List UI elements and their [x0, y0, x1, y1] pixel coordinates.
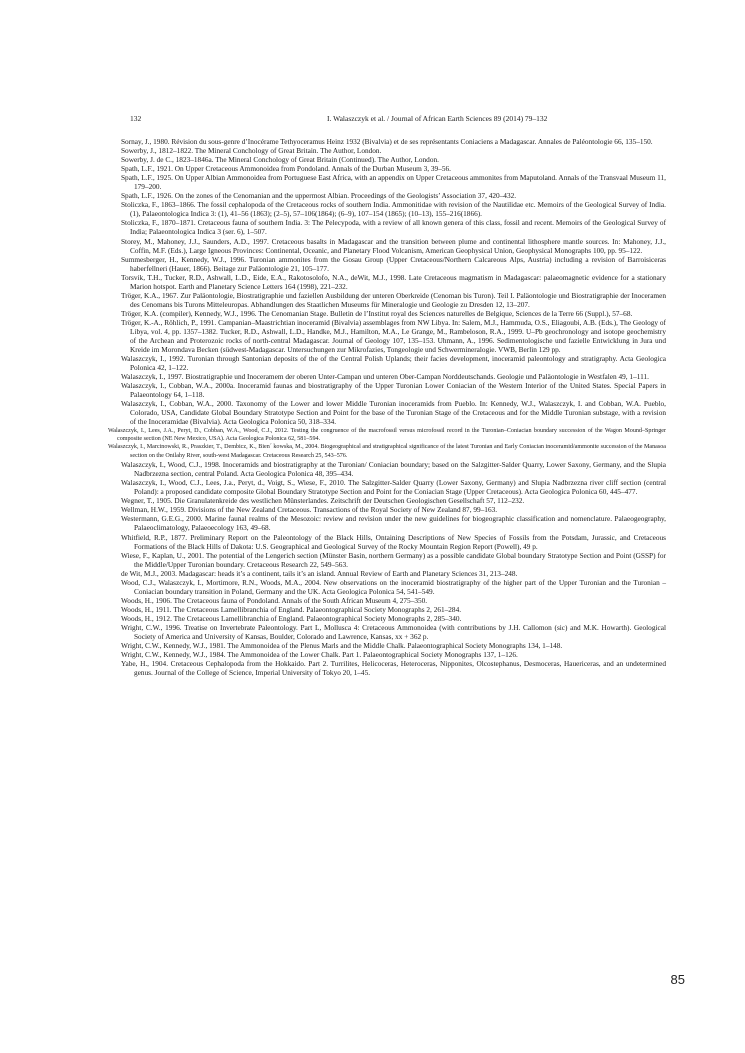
- reference-entry: Woods, H., 1911. The Cretaceous Lamellibranchia of England. Palaeontographical Society Monographs 2, 261–284.: [121, 604, 462, 614]
- reference-entry: Woods, H., 1912. The Cretaceous Lamellibranchia of England. Palaeontographical Society Monographs 2, 285–340.: [121, 613, 462, 623]
- reference-entry: Wright, C.W., 1996. Treatise on Invertebrate Paleontology. Part L, Mollusca 4: Cretaceous Ammonoidea (with contributions by J.H. Callomon (sic) and M.K. Howarth). Geological Society of America and University of Kansas, Boulder, Colorado and Lawrence, Kansas, xx + 362 p.: [121, 622, 666, 642]
- reference-entry: Walaszczyk, I., 1992. Turonian through Santonian deposits of the of the Central Polish Uplands; their facies development, inoceramid paleontology and stratigraphy. Acta Geologica Polonica 42, 1–122.: [121, 354, 666, 373]
- reference-entry: Tröger, K.A., 1967. Zur Paläontologie, Biostratigraphie und faziellen Ausbildung der unteren Oberkreide (Cenoman bis Turon). Teil I. Paläontologie und Biostratigraphie der Inoceramen des Cenomans bis Turons Mitteleuropas. Abhandlungen des Staatlichen Museums für Mineralogie und Geologie zu Dresden 12, 13–207.: [121, 290, 666, 309]
- reference-entry: Walaszczyk, I., Wood, C.J., Lees, J.a., Peryt, d., Voigt, S., Wiese, F., 2010. The Salzgitter-Salder Quarry (Lower Saxony, Germany) and Slupia Nadbrzezna river cliff section (central Poland): a proposed candidate composite Global Boundary Stratotype Section and Point for the Coniacian Stage (Upper Cretaceous). Acta Geologica Polonica 60, 445–477.: [121, 478, 666, 497]
- running-title: I. Walaszczyk et al. / Journal of African Earth Sciences 89 (2014) 79–132: [327, 114, 548, 123]
- page-number: 85: [670, 972, 685, 987]
- reference-entry: Westermann, G.E.G., 2000. Marine faunal realms of the Mesozoic: review and revision under the new guidelines for biogeographic classification and nomenclature. Palaeogeography, Palaeoclimatology, Palaeoecology 163, 49–68.: [121, 514, 666, 533]
- reference-entry: Wellman, H.W., 1959. Divisions of the New Zealand Cretaceous. Transactions of the Royal Society of New Zealand 87, 99–163.: [121, 505, 498, 515]
- reference-entry: Stoliczka, F., 1870–1871. Cretaceous fauna of southern India. 3: The Pelecypoda, with a review of all known genera of this class, fossil and recent. Memoirs of the Geological Survey of India; Palaeontologica Indica 3 (ser. 6), 1–507.: [121, 218, 666, 237]
- page-header: [130, 114, 610, 126]
- reference-entry: Wiese, F., Kaplan, U., 2001. The potential of the Lengerich section (Münster Basin, northern Germany) as a possible candidate Global boundary Stratotype Section and Point (GSSP) for the Middle/Upper Turonian boundary. Cretaceous Research 22, 549–563.: [121, 550, 666, 569]
- reference-entry: Spath, L.F., 1921. On Upper Cretaceous Ammonoidea from Pondoland. Annals of the Durban Museum 3, 39–56.: [121, 164, 451, 174]
- reference-entry: Walaszczyk, I., Cobban, W.A., 2000. Taxonomy of the Lower and lower Middle Turonian inoceramids from Pueblo. In: Kennedy, W.J., Walaszczyk, I. and Cobban, W.A. Pueblo, Colorado, USA, Candidate Global Boundary Stratotype Section and Point for the base of the Turonian Stage of the Cretaceous and for the Middle Turonian substage, with a revision of the Inoceramidae (Bivalvia). Acta Geologica Polonica 50, 318–334.: [121, 399, 666, 427]
- reference-entry: Sowerby, J. de C., 1823–1846a. The Mineral Conchology of Great Britain (Continued). The Author, London.: [121, 155, 439, 165]
- reference-entry: Torsvik, T.H., Tucker, R.D., Ashwall, L.D., Eide, E.A., Rakotosolofo, N.A., deWit, M.J., 1998. Late Cretaceous magmatism in Madagascar: palaeomagnetic evidence for a stationary Marion hotspot. Earth and Planetary Science Letters 164 (1998), 221–232.: [121, 272, 666, 291]
- reference-entry: Walaszczyk, I., Marcinowski, R., Praszkier, T., Dembicz, K., Bien´ kowska, M., 2004. Biogeographical and stratigraphical significance of the latest Turonian and Early Coniacian inoceramid/ammonite succession of the Manasoa section on the Onilahy River, south-west Madagascar. Cretaceous Research 25, 543–576.: [108, 444, 666, 459]
- reference-entry: Walaszczyk, I., 1997. Biostratigraphie und Inoceramem der oberen Unter-Campan und unteren Ober-Campan Norddeutschands. Geologie und Paläontologie in Westfalen 49, 1–111.: [121, 372, 649, 382]
- reference-entry: Wood, C.J., Walaszczyk, I., Mortimore, R.N., Woods, M.A., 2004. New observations on the inoceramid biostratigraphy of the higher part of the Upper Turonian and the Turonian – Coniacian boundary transition in Poland, Germany and the UK. Acta Geologica Polonica 54, 541–549.: [121, 577, 666, 596]
- reference-entry: Sowerby, J., 1812–1822. The Mineral Conchology of Great Britain. The Author, London.: [121, 146, 382, 156]
- reference-entry: Wright, C.W., Kennedy, W.J., 1984. The Ammonoidea of the Lower Chalk. Part 1. Palaeontographical Society Monographs 137, 1–126.: [121, 650, 518, 660]
- reference-entry: Tröger, K.-A., Röhlich, P., 1991. Campanian–Maastrichtian inoceramid (Bivalvia) assemblages from NW Libya. In: Salem, M.J., Hammuda, O.S., Eliagoubi, A.B. (Eds.), The Geology of Libya, vol. 4, pp. 1357–1382. Tucker, R.D., Ashwall, L.D., Handke, M.J., Hamilton, M.A., Le Grange, M., Rambeloson, R.A., 1999. U–Pb geochronology and isotope geochemistry of the Archean and Proterozoic rocks of north-central Madagascar. Journal of Geology 107, 135–153. Uhmann, A., 1996. Sedimentologische und fazielle Entwicklung in Jura und Kreide im Morondava Becken (südwest-Madagascar. Untersuchungen zur Mikrofazies, Tongeologie und Schwermineralogie. VWB, Berlin 129 pp.: [121, 317, 666, 355]
- reference-entry: Yabe, H., 1904. Cretaceous Cephalopoda from the Hokkaido. Part 2. Turrilites, Helicoceras, Heteroceras, Nipponites, Olcostephanus, Desmoceras, Hauericeras, and an undetermined genus. Journal of the College of Science, Imperial University of Tokyo 20, 1–45.: [121, 659, 666, 678]
- reference-entry: de Wit, M.J., 2003. Madagascar: heads it’s a continent, tails it’s an island. Annual Review of Earth and Planetary Sciences 31, 213–248.: [121, 568, 518, 578]
- reference-entry: Walaszczyk, I., Wood, C.J., 1998. Inoceramids and biostratigraphy at the Turonian/ Coniacian boundary; based on the Salzgitter-Salder Quarry, Lower Saxony, Germany, and the Slupia Nadbrzezna section, central Poland. Acta Geologica Polonica 48, 395–434.: [121, 460, 666, 479]
- reference-entry: Whitfield, R.P., 1877. Preliminary Report on the Paleontology of the Black Hills, Ontaining Descriptions of New Species of Fossils from the Potsdam, Jurassic, and Cretaceous Formations of the Black Hills of Dakota: U.S. Geographical and Geological Survey of the Rocky Mountain Region Report (Powell), 49 p.: [121, 532, 666, 551]
- reference-entry: Summesberger, H., Kennedy, W.J., 1996. Turonian ammonites from the Gosau Group (Upper Cretaceous/Northern Calcareous Alps, Austria) including a revision of Barroisiceras haberfellneri (Hauer, 1866). Beitage zur Paläontologie 21, 105–177.: [121, 254, 666, 273]
- journal-page-number: 132: [130, 114, 142, 123]
- reference-list: [108, 137, 666, 678]
- reference-entry: Storey, M., Mahoney, J.J., Saunders, A.D., 1997. Cretaceous basalts in Madagascar and the transition between plume and continental lithosphere mantle sources. In: Mahoney, J.J., Coffin, M.F. (Eds.), Large Igneous Provinces: Continental, Oceanic, and Planetary Flood Volcanism, American Geophysical Union, Geophysical Monographs 100, pp. 95–122.: [121, 236, 666, 255]
- reference-entry: Wright, C.W., Kennedy, W.J., 1981. The Ammonoidea of the Plenus Marls and the Middle Chalk. Palaeontographical Society Monographs 134, 1–148.: [121, 641, 563, 651]
- reference-entry: Stoliczka, F., 1863–1866. The fossil cephalopoda of the Cretaceous rocks of southern India. Ammonitidae with revision of the Nautilidae etc. Memoirs of the Geological Survey of India. (1), Palaeontologica Indica 3: (1), 41–56 (1863); (2–5), 57–106(1864); (6–9), 107–154 (1865); (10–13), 155–216(1866).: [121, 200, 666, 219]
- reference-entry: Tröger, K.A. (compiler), Kennedy, W.J., 1996. The Cenomanian Stage. Bulletin de l’Institut royal des Sciences naturelles de Belgique, Sciences de la Terre 66 (Suppl.), 57–68.: [121, 308, 633, 318]
- reference-entry: Walaszczyk, I., Cobban, W.A., 2000a. Inoceramid faunas and biostratigraphy of the Upper Turonian Lower Coniacian of the Western Interior of the United States. Special Papers in Palaeontology 64, 1–118.: [121, 381, 666, 400]
- reference-entry: Woods, H., 1906. The Cretaceous fauna of Pondoland. Annals of the South African Museum 4, 275–350.: [121, 595, 428, 605]
- reference-entry: Spath, L.F., 1925. On Upper Albian Ammonoidea from Portuguese East Africa, with an appendix on Upper Cretaceous ammonites from Maputoland. Annals of the Transvaal Museum 11, 179–200.: [121, 173, 666, 192]
- reference-entry: Wegner, T., 1905. Die Granulatenkreide des westlichen Münsterlandes. Zeitschrift der Deutschen Geologischen Gesellschaft 57, 112–232.: [121, 496, 525, 506]
- reference-entry: Spath, L.F., 1926. On the zones of the Cenomanian and the uppermost Albian. Proceedings of the Geologists’ Association 37, 420–432.: [121, 191, 517, 201]
- reference-entry: Sornay, J., 1980. Révision du sous-genre d’Inocérame Tethyoceramus Heinz 1932 (Bivalvia) et de ses représentants Coniaciens a Madagascar. Annales de Paléontologie 66, 135–150.: [121, 137, 653, 146]
- reference-entry: Walaszczyk, I., Lees, J.A., Peryt, D., Cobban, W.A., Wood, C.J., 2012. Testing the congruence of the macrofossil versus microfossil record in the Turonian–Coniacian boundary succession of the Wagon Mound–Springer composite section (NE New Mexico, USA). Acta Geologica Polonica 62, 581–594.: [108, 427, 666, 442]
